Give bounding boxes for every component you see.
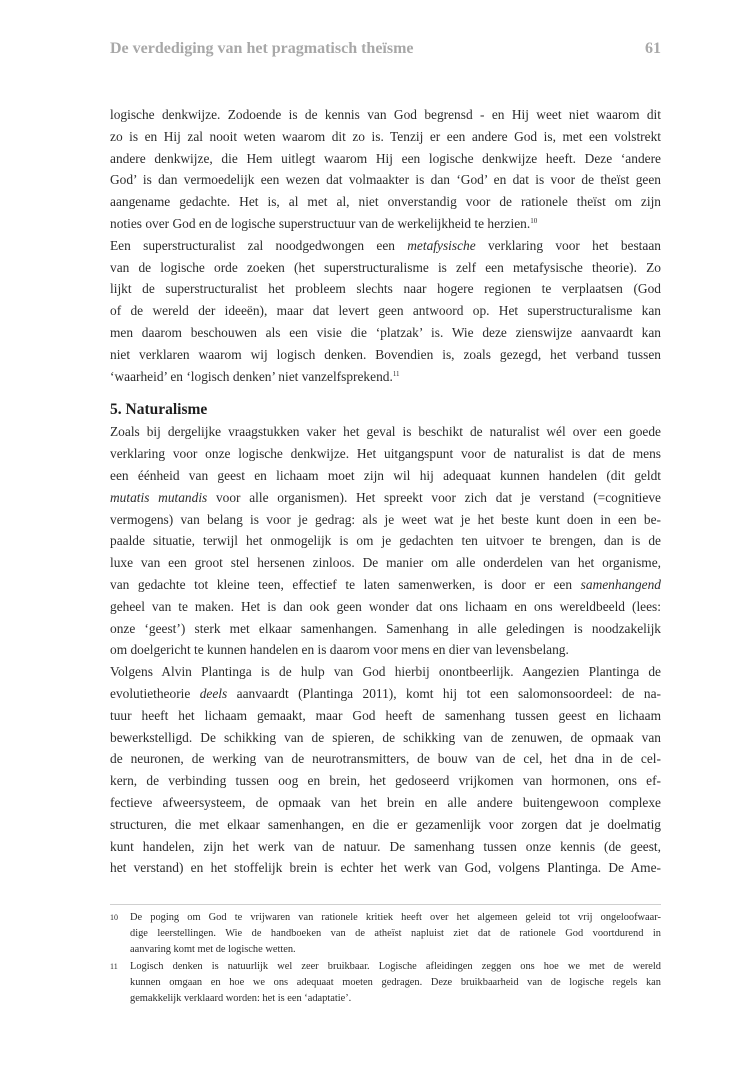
text-line: Volgens Alvin Plantinga is de hulp van God hierbij onontbeerlijk. Aangezien Plantinga de	[110, 664, 661, 680]
footnote	[110, 959, 661, 1007]
paragraph	[110, 421, 661, 661]
footnote-ref[interactable]: 11	[392, 369, 400, 378]
text-line	[110, 235, 661, 257]
text-line: logische denkwijze. Zodoende is de kennis van God begrensd - en Hij weet niet waarom dit	[110, 107, 661, 122]
text-line: lijkt de superstructuralist het probleem slechts naar hogere regionen te verplaatsen (God	[110, 281, 661, 297]
text-line: geheel van te maken. Het is dan ook geen wonder dat ons lichaam en ons wereldbeeld (lees:	[110, 598, 661, 614]
text-line	[110, 487, 661, 509]
text-line: aangename gedachte. Het is, al met al, niet onverstandig voor de rationele theïst om zijn	[110, 194, 661, 210]
paragraph	[110, 235, 661, 388]
text-segment: evolutietheorie	[110, 685, 200, 701]
paragraph	[110, 661, 661, 879]
footnote-line: Logisch denken is natuurlijk wel zeer bruikbaar. Logische afleidingen zeggen ons hoe we met de wereld	[130, 961, 661, 972]
text-line: Zoals bij dergelijke vraagstukken vaker het geval is beschikt de naturalist wél over een goede	[110, 424, 661, 440]
page-number: 61	[645, 40, 661, 57]
emphasis: deels	[199, 685, 228, 701]
text-line: zo is en Hij zal nooit weten waarom dit zo is. Tenzij er een andere God is, met een volstrekt	[110, 128, 661, 144]
footnotes	[110, 910, 661, 1008]
text-line: het verstand) en het stoffelijk brein is echter het werk van God, volgens Plantinga. De Ame-	[110, 860, 661, 876]
footnote-ref[interactable]: 10	[530, 216, 538, 225]
text-line: een éénheid van geest en lichaam moet zijn wil hij adequaat kunnen handelen (dit geldt	[110, 467, 661, 483]
text-line: vermogens) van belang is voor je gedrag: als je weet wat je het beste kunt doen in een be-	[110, 511, 661, 527]
text-line: om doelgericht te kunnen handelen en is daarom voor mens en dier van levensbelang.	[110, 642, 569, 658]
text-segment: noties over God en de logische superstructuur van de werkelijkheid te herzien.	[110, 215, 531, 231]
footnote-divider	[110, 904, 661, 905]
footnote-line: kunnen omgaan en hoe we ons adequaat moeten gedragen. Deze bruikbaarheid van de logische regels kan	[130, 977, 661, 988]
text-line: paalde situatie, terwijl het onmogelijk is om je gedachten ten uitvoer te brengen, dan is de	[110, 533, 661, 549]
footnote	[110, 910, 661, 958]
paragraph	[110, 104, 661, 235]
footnote-number: 11	[110, 962, 118, 971]
emphasis: samenhangend	[580, 576, 661, 592]
text-line: luxe van een groot stel hersenen zinloos. De manier om alle onderdelen van het organisme,	[110, 555, 661, 571]
text-line	[110, 366, 661, 388]
text-segment: aanvaardt (Plantinga 2011), komt hij tot een salomonsoordeel: de na-	[227, 685, 661, 701]
text-line: God’ is dan vermoedelijk een wezen dat volmaakter is dan ‘God’ en dat is voor de theïst geen	[110, 172, 661, 188]
text-line: niet verklaren waarom wij logisch denken. Bovendien is, zoals gezegd, het verband tussen	[110, 346, 661, 362]
text-line: bewerkstelligd. De schikking van de spieren, de schikking van de zenuwen, de opmaak van	[110, 729, 661, 745]
text-line: onze ‘geest’) sterk met elkaar samenhangen. Samenhang in alle geledingen is noodzakelijk	[110, 620, 661, 636]
text-line: men daarom beschouwen als een visie die ‘platzak’ is. Wie deze zienswijze aanvaardt kan	[110, 324, 661, 340]
footnote-number: 10	[110, 913, 118, 922]
text-line	[110, 574, 661, 596]
text-line: andere denkwijze, die Hem uitlegt waarom Hij een logische denkwijze heeft. Deze ‘andere	[110, 150, 661, 166]
text-line	[110, 213, 661, 235]
text-line: verklaring voor onze logische denkwijze. Het uitgangspunt voor de naturalist is dat de mens	[110, 446, 661, 462]
emphasis: mutatis mutandis	[110, 489, 208, 505]
text-line	[110, 683, 661, 705]
text-line: de neuronen, de werking van de neurotransmitters, de bouw van de cel, het dna in de cel-	[110, 751, 661, 767]
running-header-title: De verdediging van het pragmatisch theïsme	[110, 40, 414, 57]
text-segment: van gedachte tot kleine teen, effectief te laten samenwerken, is door er een	[110, 576, 581, 592]
text-line: tuur heeft het lichaam gemaakt, maar God heeft de samenhang tussen geest en lichaam	[110, 707, 661, 723]
text-line: fectieve afweersysteem, de opmaak van het brein en alle andere buitengewoon complexe	[110, 794, 661, 810]
text-line: structuren, die met elkaar samenhangen, en die er gezamenlijk voor zorgen dat je doelmatig	[110, 816, 661, 832]
text-line: of de wereld der ideeën), maar dat levert geen antwoord op. Het superstructuralisme kan	[110, 303, 661, 319]
main-text	[110, 104, 661, 879]
text-line: kunt handelen, zijn het werk van de natuur. De samenhang tussen onze kennis (de geest,	[110, 838, 661, 854]
footnote-line: gemakkelijk verklaard worden: het is een ‘adaptatie’.	[130, 993, 352, 1004]
text-line: van de logische orde zoeken (het superstructuralisme is zelf een metafysische theorie). Zo	[110, 259, 661, 275]
text-segment: verklaring voor het bestaan	[475, 237, 661, 253]
footnote-line: dige leerstellingen. Wie de handboeken van de atheïst napluist ziet dat de rationele God voortdurend in	[130, 928, 661, 939]
text-segment: voor alle organismen). Het spreekt voor zich dat je verstand (=cognitieve	[207, 489, 661, 505]
text-segment: ‘waarheid’ en ‘logisch denken’ niet vanzelfsprekend.	[110, 368, 393, 384]
emphasis: metafysische	[407, 237, 476, 253]
footnote-line: De poging om God te vrijwaren van rationele kritiek heeft over het algemeen geleid tot vrij ongeloofwaar-	[130, 912, 661, 923]
section-heading: 5. Naturalisme	[110, 401, 208, 419]
text-segment: Een superstructuralist zal noodgedwongen een	[110, 237, 408, 253]
footnote-line: aanvaring komt met de logische wetten.	[130, 944, 296, 955]
text-line: kern, de verbinding tussen oog en brein, het gedoseerd vrijkomen van hormonen, ons ef-	[110, 773, 661, 789]
